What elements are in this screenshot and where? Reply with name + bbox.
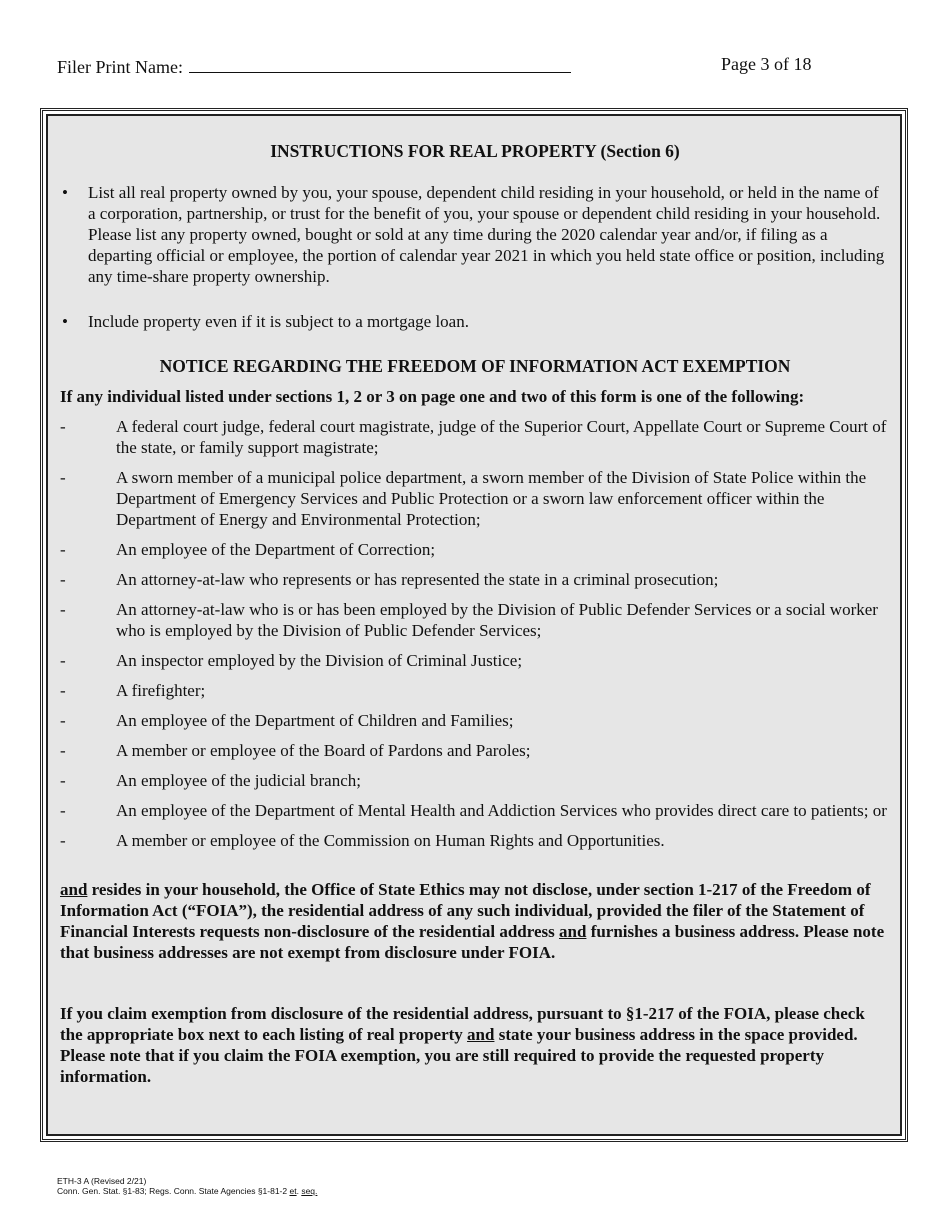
paragraph-text: resides in your household, the Office of State Ethics may not disclose, under section 1-217 of the Freedom of Information Act (“FOIA”), the residential address of any such individual, provided the filer of the Statement of Financial Interests requests non-disclosure of the residential address bbox=[60, 880, 871, 941]
instructions-content bbox=[60, 141, 890, 1087]
bullet-item bbox=[60, 182, 890, 287]
dash-icon: - bbox=[60, 651, 66, 670]
citation-et: et bbox=[289, 1186, 297, 1196]
bullet-icon: • bbox=[62, 312, 68, 331]
list-item-text: An employee of the judicial branch; bbox=[116, 771, 361, 790]
list-item-text: An attorney-at-law who is or has been employed by the Division of Public Defender Services or a social worker who is employed by the Division of Public Defender Services; bbox=[116, 600, 878, 640]
list-item bbox=[60, 539, 890, 560]
dash-icon: - bbox=[60, 468, 66, 487]
dash-icon: - bbox=[60, 540, 66, 559]
filer-name-field bbox=[57, 54, 571, 78]
paragraph-text: state your business address in the space provided. Please note that if you claim the FOIA exemption, you are still required to provide the requested property information. bbox=[60, 1025, 858, 1086]
dash-icon: - bbox=[60, 771, 66, 790]
dash-icon: - bbox=[60, 711, 66, 730]
list-item bbox=[60, 650, 890, 671]
list-item-text: An attorney-at-law who represents or has represented the state in a criminal prosecution; bbox=[116, 570, 719, 589]
foia-disclosure-paragraph bbox=[60, 879, 890, 963]
bullet-text: Include property even if it is subject to a mortgage loan. bbox=[88, 312, 469, 331]
bullet-text: List all real property owned by you, your spouse, dependent child residing in your household, or held in the name of a corporation, partnership, or trust for the benefit of you, your spouse or dependent child residing in your household. Please list any property owned, bought or sold at any time during the 2020 calendar year and/or, if filing as a departing official or employee, the portion of calendar year 2021 in which you held state office or position, including any time-share property ownership. bbox=[88, 183, 885, 286]
dash-icon: - bbox=[60, 681, 66, 700]
list-item bbox=[60, 467, 890, 530]
form-id: ETH-3 A (Revised 2/21) bbox=[57, 1176, 147, 1186]
instructions-box-inner bbox=[46, 114, 902, 1136]
paragraph-text: If you claim exemption from disclosure of the residential address, pursuant to §1-217 of the FOIA, please check the appropriate box next to each listing of real property bbox=[60, 1004, 865, 1044]
instructions-box bbox=[40, 108, 908, 1142]
underlined-and: and bbox=[467, 1025, 495, 1044]
citation-dot: . bbox=[296, 1186, 302, 1196]
foia-notice-lead: If any individual listed under sections 1, 2 or 3 on page one and two of this form is one of the following: bbox=[60, 387, 805, 406]
list-item-text: A federal court judge, federal court magistrate, judge of the Superior Court, Appellate Court or Supreme Court of the state, or family support magistrate; bbox=[116, 417, 887, 457]
list-item bbox=[60, 740, 890, 761]
dash-icon: - bbox=[60, 417, 66, 436]
page-number: Page 3 of 18 bbox=[721, 54, 812, 74]
bullet-icon: • bbox=[62, 183, 68, 202]
list-item bbox=[60, 710, 890, 731]
underlined-and: and bbox=[60, 880, 88, 899]
list-item bbox=[60, 800, 890, 821]
list-item-text: An employee of the Department of Correction; bbox=[116, 540, 436, 559]
list-item bbox=[60, 680, 890, 701]
foia-exemption-claim-paragraph bbox=[60, 1003, 890, 1087]
dash-icon: - bbox=[60, 741, 66, 760]
filer-name-label: Filer Print Name: bbox=[57, 57, 183, 77]
dash-icon: - bbox=[60, 801, 66, 820]
list-item bbox=[60, 830, 890, 851]
list-item-text: A firefighter; bbox=[116, 681, 206, 700]
list-item-text: A sworn member of a municipal police department, a sworn member of the Division of State Police within the Department of Emergency Services and Public Protection or a sworn law enforcement officer within the Department of Energy and Environmental Protection; bbox=[116, 468, 867, 529]
dash-icon: - bbox=[60, 600, 66, 619]
real-property-instructions-title: INSTRUCTIONS FOR REAL PROPERTY (Section 6) bbox=[270, 141, 680, 161]
paragraph-text: furnishes a business address. Please note that business addresses are not exempt from disclosure under FOIA. bbox=[60, 922, 885, 962]
list-item-text: An employee of the Department of Mental Health and Addiction Services who provides direct care to patients; or bbox=[116, 801, 887, 820]
list-item bbox=[60, 569, 890, 590]
list-item-text: An employee of the Department of Children and Families; bbox=[116, 711, 514, 730]
statute-citation bbox=[57, 1186, 317, 1196]
list-item bbox=[60, 770, 890, 791]
page-footer bbox=[57, 1176, 317, 1196]
dash-icon: - bbox=[60, 570, 66, 589]
foia-notice-title: NOTICE REGARDING THE FREEDOM OF INFORMATION ACT EXEMPTION bbox=[159, 356, 791, 376]
list-item-text: A member or employee of the Board of Pardons and Paroles; bbox=[116, 741, 531, 760]
underlined-and: and bbox=[559, 922, 587, 941]
bullet-item bbox=[60, 311, 890, 332]
list-item bbox=[60, 416, 890, 458]
page-header bbox=[57, 54, 890, 78]
list-item bbox=[60, 599, 890, 641]
citation-seq: seq. bbox=[301, 1186, 318, 1196]
list-item-text: A member or employee of the Commission on Human Rights and Opportunities. bbox=[116, 831, 665, 850]
dash-icon: - bbox=[60, 831, 66, 850]
list-item-text: An inspector employed by the Division of Criminal Justice; bbox=[116, 651, 523, 670]
filer-name-blank-line[interactable] bbox=[189, 54, 571, 73]
citation-text: Conn. Gen. Stat. §1-83; Regs. Conn. State Agencies §1-81-2 bbox=[57, 1186, 290, 1196]
